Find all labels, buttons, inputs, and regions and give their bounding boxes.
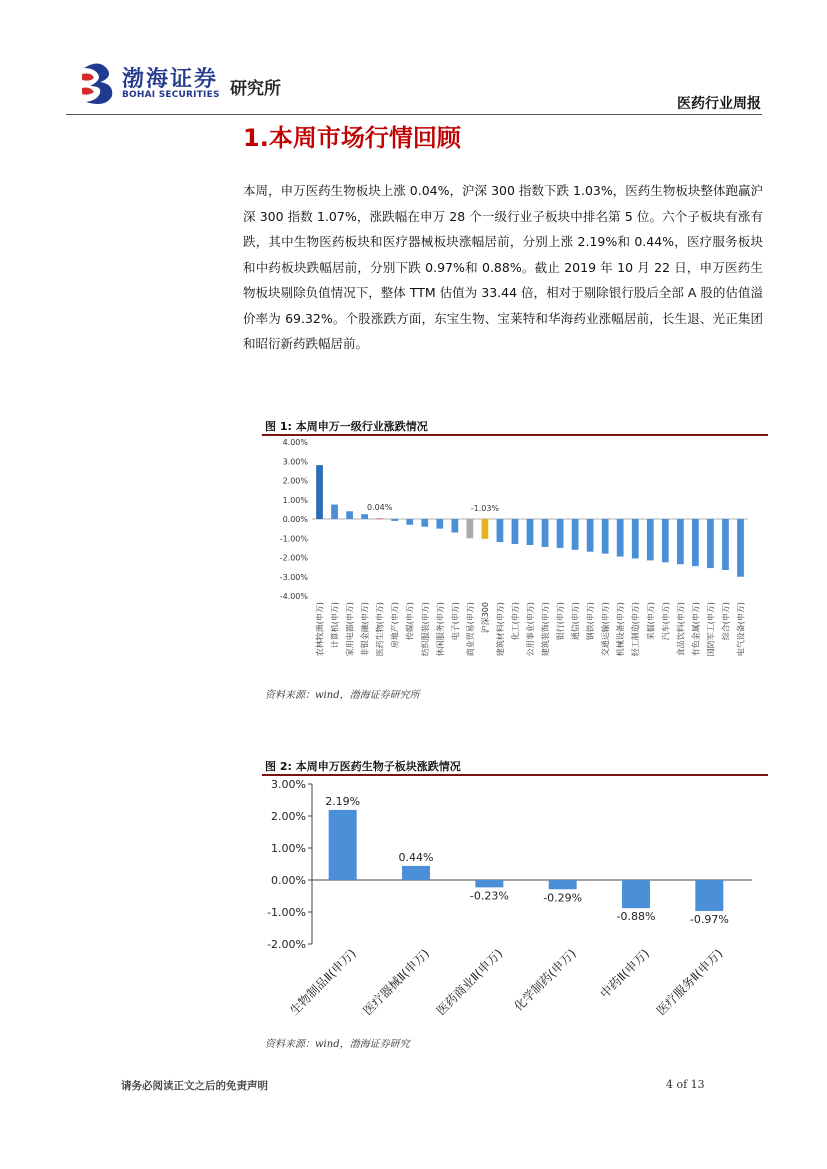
x-tick-label: 化工(申万) [510, 602, 520, 641]
data-label: -0.29% [543, 891, 583, 905]
x-tick-label: 房地产(申万) [390, 602, 400, 649]
x-tick-label: 农林牧渔(申万) [315, 602, 325, 657]
bar [406, 519, 413, 525]
x-tick-label: 轻工制造(申万) [631, 602, 641, 657]
bar [331, 505, 338, 519]
bar [329, 810, 357, 880]
bar [617, 519, 624, 557]
bar [376, 518, 383, 519]
header-divider [66, 114, 762, 115]
y-tick-label: -4.00% [279, 592, 308, 601]
data-label: -0.97% [689, 913, 729, 927]
logo-mark-icon [78, 60, 122, 106]
y-tick-label: -1.00% [267, 906, 306, 919]
bar [677, 519, 684, 564]
bar [436, 519, 443, 529]
section-title: 1.本周市场行情回顾 [243, 124, 461, 152]
bar [587, 519, 594, 552]
x-tick-label: 食品饮料(申万) [676, 602, 686, 657]
y-tick-label: -3.00% [279, 572, 308, 582]
x-tick-label: 家用电器(申万) [345, 602, 355, 657]
x-tick-label: 非银金融(申万) [360, 602, 370, 657]
bar [451, 519, 458, 532]
bar [549, 880, 577, 889]
bar [391, 519, 398, 521]
bar [512, 519, 519, 544]
y-tick-label: -1.00% [279, 534, 308, 544]
data-label: 0.44% [398, 850, 434, 864]
bar [647, 519, 654, 560]
company-name-cn: 渤海证券 [122, 66, 219, 92]
data-label: -0.23% [469, 889, 509, 903]
figure-1-source: 资料来源：wind，渤海证券研究所 [265, 690, 420, 701]
page-number: 4 of 13 [666, 1078, 705, 1091]
y-tick-label: 3.00% [282, 457, 308, 467]
x-tick-label: 传媒(申万) [405, 602, 415, 641]
y-tick-label: 0.00% [271, 874, 306, 887]
bar [695, 880, 723, 911]
bar [482, 519, 489, 539]
bar [316, 465, 323, 519]
x-tick-label: 银行(申万) [556, 602, 566, 641]
x-tick-label: 商业贸易(申万) [465, 602, 475, 657]
x-tick-label: 建筑材料(申万) [495, 602, 505, 657]
x-tick-label: 有色金属(申万) [691, 602, 701, 657]
y-tick-label: -2.00% [267, 938, 306, 951]
bar [466, 519, 473, 538]
y-tick-label: 1.00% [282, 495, 308, 505]
bar [475, 880, 503, 887]
data-label: -0.88% [616, 910, 656, 924]
department-label: 研究所 [230, 79, 281, 99]
bar [692, 519, 699, 566]
body-paragraph: 本周，申万医药生物板块上涨 0.04%，沪深 300 指数下跌 1.03%，医药生物板块整体跑赢沪深 300 指数 1.07%，涨跌幅在申万 28 个一级行业子板块中排名第 5 位。六个子板块有涨有跌，其中生物医药板块和医疗器械板块涨幅居前，分别上涨 2.19%和 0.44%，医疗服务板块和中药板块跌幅居前，分别下跌 0.97%和 0.88%。截止 2019 年 10 月 22 日，申万医药生物板块剔除负值情况下，整体 TTM 估值为 33.44 倍，相对于剔除银行股后全部 A 股的估值溢价率为 69.32%。个股涨跌方面，东宝生物、宝莱特和华海药业涨幅居前，长生退、光正集团和昭衍新药跌幅居前。 [243, 183, 763, 351]
x-tick-label: 机械设备(申万) [616, 602, 626, 657]
x-tick-label: 汽车(申万) [661, 602, 671, 641]
company-name-en: BOHAI SECURITIES [122, 90, 220, 100]
figure-2-chart [262, 776, 768, 1032]
x-tick-label: 通信(申万) [571, 602, 581, 641]
bar [402, 866, 430, 880]
x-tick-label: 医药生物(申万) [375, 602, 385, 657]
x-tick-label: 休闲服务(申万) [435, 602, 445, 657]
x-tick-label: 中药Ⅱ(申万) [597, 946, 653, 1001]
bar [737, 519, 744, 577]
x-tick-label: 钢铁(申万) [586, 602, 596, 641]
x-tick-label: 沪深300 [480, 602, 490, 634]
bar [572, 519, 579, 550]
bar [602, 519, 609, 554]
figure-2-title: 图 2: 本周申万医药生物子板块涨跌情况 [265, 760, 461, 773]
x-tick-label: 化学制药(申万) [511, 946, 579, 1014]
x-tick-label: 纺织服装(申万) [420, 602, 430, 657]
x-tick-label: 电子(申万) [450, 602, 460, 641]
bar [542, 519, 549, 547]
x-tick-label: 医疗服务Ⅱ(申万) [653, 946, 726, 1018]
y-tick-label: 1.00% [271, 842, 306, 855]
data-label: 2.19% [325, 794, 361, 808]
figure-1-title: 图 1: 本周申万一级行业涨跌情况 [265, 420, 428, 433]
bar [421, 519, 428, 527]
bar [662, 519, 669, 562]
y-tick-label: -2.00% [279, 553, 308, 563]
bar [622, 880, 650, 908]
bar [497, 519, 504, 542]
y-tick-label: 2.00% [282, 476, 308, 486]
y-tick-label: 3.00% [271, 778, 306, 791]
footer-disclaimer: 请务必阅读正文之后的免责声明 [121, 1080, 268, 1092]
bar [557, 519, 564, 548]
x-tick-label: 综合(申万) [721, 602, 731, 641]
x-tick-label: 计算机(申万) [330, 602, 340, 649]
figure-1-chart [262, 436, 768, 684]
y-tick-label: 4.00% [282, 438, 308, 447]
bar [346, 511, 353, 519]
x-tick-label: 生物制品Ⅱ(申万) [287, 946, 359, 1018]
bar [527, 519, 534, 545]
bar [707, 519, 714, 568]
report-type: 医药行业周报 [677, 96, 761, 112]
figure-2-source: 资料来源：wind，渤海证券研究 [265, 1039, 410, 1050]
x-tick-label: 采掘(申万) [646, 602, 656, 641]
x-tick-label: 医药商业Ⅱ(申万) [433, 946, 506, 1018]
x-tick-label: 国防军工(申万) [706, 602, 716, 657]
data-label: -1.03% [470, 504, 500, 513]
x-tick-label: 医疗器械Ⅱ(申万) [360, 946, 433, 1018]
y-tick-label: 0.00% [282, 515, 308, 524]
x-tick-label: 电气设备(申万) [736, 602, 746, 657]
bar [722, 519, 729, 570]
x-tick-label: 公用事业(申万) [526, 602, 535, 657]
x-tick-label: 交通运输(申万) [601, 602, 611, 657]
data-label: 0.04% [366, 503, 393, 513]
bar [361, 514, 368, 519]
y-tick-label: 2.00% [271, 810, 306, 823]
bar [632, 519, 639, 558]
x-tick-label: 建筑装饰(申万) [541, 602, 551, 657]
